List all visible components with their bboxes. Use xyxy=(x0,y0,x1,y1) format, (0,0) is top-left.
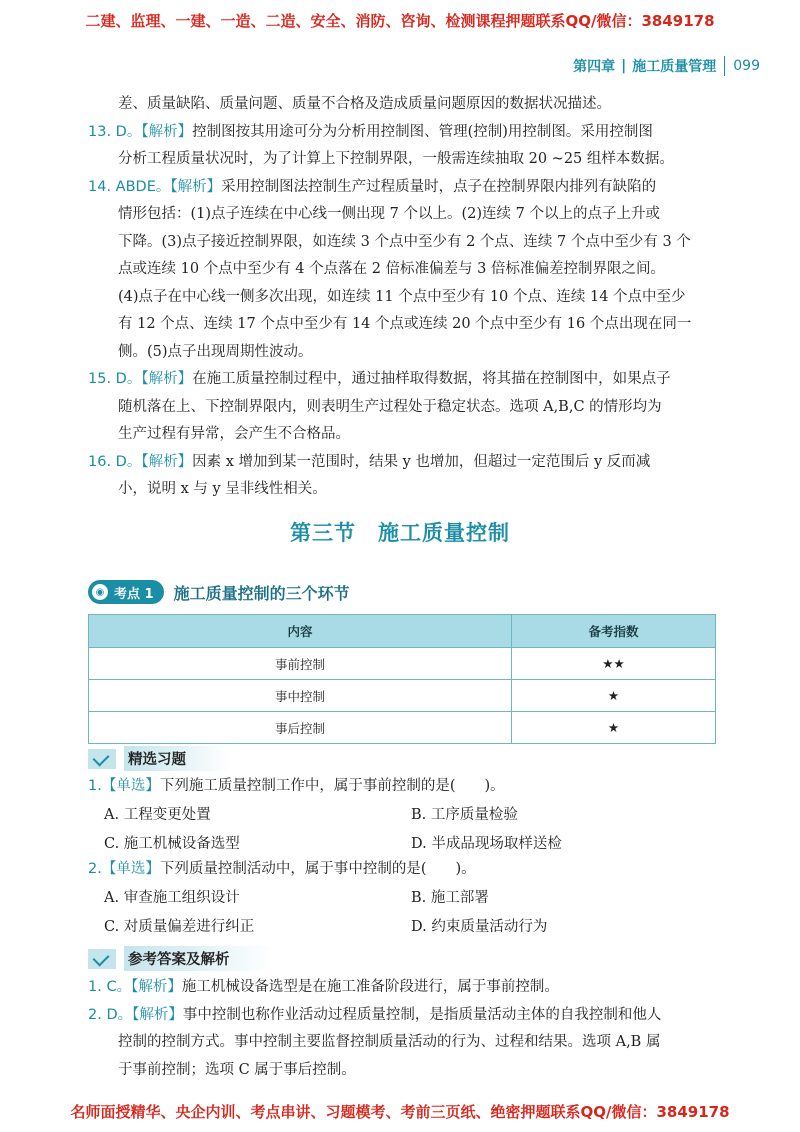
answer-number: 13. D。 xyxy=(88,123,142,140)
check-icon xyxy=(88,949,116,969)
running-head xyxy=(573,56,760,76)
analysis-tag: 【解析】 xyxy=(141,453,193,470)
answer-block-top xyxy=(88,91,730,504)
table-cell-rating: ★★ xyxy=(512,648,716,680)
answer-line: (4)点子在中心线一侧多次出现，如连续 11 个点中至少有 10 个点、连续 14 个点中至少 xyxy=(118,288,686,305)
table-row xyxy=(89,648,716,680)
option-c: C. 施工机械设备选型 xyxy=(104,836,240,852)
column-header-content: 内容 xyxy=(89,615,512,648)
chapter-title: 施工质量管理 xyxy=(632,59,717,75)
answers-header-label: 参考答案及解析 xyxy=(124,946,274,971)
answer-16 xyxy=(88,449,730,504)
answer-number: 16. D。 xyxy=(88,453,142,470)
table-cell-content: 事中控制 xyxy=(89,680,512,712)
exercises-header-label: 精选习题 xyxy=(124,746,230,771)
answer-number: 2. D。 xyxy=(88,1006,133,1023)
vertical-divider xyxy=(724,56,725,76)
promo-banner-bottom: 名师面授精华、央企内训、考点串讲、习题模考、考前三页纸、绝密押题联系QQ/微信：3849178 xyxy=(70,1103,730,1121)
answer-15 xyxy=(88,366,730,449)
promo-banner-top: 二建、监理、一建、一造、二造、安全、消防、咨询、检测课程押题联系QQ/微信：3849178 xyxy=(85,12,715,30)
table-header-row xyxy=(89,615,716,648)
question-2 xyxy=(88,856,730,883)
answer-line: 下降。(3)点子接近控制界限，如连续 3 个点中至少有 2 个点、连续 7 个点中至少有 3 个 xyxy=(118,233,691,250)
table-row xyxy=(89,712,716,744)
answer-13 xyxy=(88,119,730,174)
option-c: C. 对质量偏差进行纠正 xyxy=(104,919,255,935)
divider: | xyxy=(621,58,627,74)
exercises-header xyxy=(88,746,230,771)
table-cell-rating: ★ xyxy=(512,680,716,712)
target-icon: ◉ xyxy=(92,584,108,600)
question-stem: 下列施工质量控制工作中，属于事前控制的是( )。 xyxy=(159,778,505,794)
option-d: D. 约束质量活动行为 xyxy=(411,919,548,935)
answer-line: 于事前控制；选项 C 属于事后控制。 xyxy=(118,1061,356,1078)
answer-line: 控制的控制方式。事中控制主要监督控制质量活动的行为、过程和结果。选项 A,B 属 xyxy=(118,1034,661,1050)
answer-line: 有 12 个点、连续 17 个点中至少有 14 个点或连续 20 个点中至少有 16 个点出现在同一 xyxy=(118,316,692,332)
question-number: 1. xyxy=(88,778,102,794)
analysis-tag: 【解析】 xyxy=(141,371,193,387)
table-cell-rating: ★ xyxy=(512,712,716,744)
kaodian-table xyxy=(88,614,716,744)
answer-line: 随机落在上、下控制界限内，则表明生产过程处于稳定状态。选项 A,B,C 的情形均为 xyxy=(118,398,662,415)
table-cell-content: 事后控制 xyxy=(89,712,512,744)
answer-text: 采用控制图法控制生产过程质量时，点子在控制界限内排列有缺陷的 xyxy=(221,178,657,195)
answer-text: 在施工质量控制过程中，通过抽样取得数据，将其描在控制图中，如果点子 xyxy=(192,371,671,387)
answer-text: 因素 x 增加到某一范围时，结果 y 也增加，但超过一定范围后 y 反而减 xyxy=(192,453,651,470)
analysis-tag: 【解析】 xyxy=(170,178,222,195)
analysis-tag: 【解析】 xyxy=(131,979,182,995)
kaodian-badge-label: 考点 1 xyxy=(114,586,154,602)
analysis-tag: 【解析】 xyxy=(141,123,193,140)
section-title: 第三节 施工质量控制 xyxy=(290,521,510,545)
kaodian-header xyxy=(88,580,350,604)
option-a: A. 工程变更处置 xyxy=(104,807,211,823)
analysis-tag: 【解析】 xyxy=(132,1006,183,1023)
column-header-rating: 备考指数 xyxy=(512,615,716,648)
answer-line: 侧。(5)点子出现周期性波动。 xyxy=(118,343,313,360)
question-type-tag: 【单选】 xyxy=(101,778,160,794)
answer-line: 差、质量缺陷、质量问题、质量不合格及造成质量问题原因的数据状况描述。 xyxy=(118,96,611,112)
option-b: B. 施工部署 xyxy=(411,890,489,906)
option-a: A. 审查施工组织设计 xyxy=(104,890,240,906)
answer-number: 1. C。 xyxy=(88,979,132,995)
chapter-label: 第四章 xyxy=(573,59,616,75)
answer-text: 事中控制也称作业活动过程质量控制，是指质量活动主体的自我控制和他人 xyxy=(182,1006,662,1023)
kaodian-title: 施工质量控制的三个环节 xyxy=(173,583,350,603)
table-row xyxy=(89,680,716,712)
check-icon xyxy=(88,749,116,769)
option-b: B. 工序质量检验 xyxy=(411,807,518,823)
answer-14 xyxy=(88,174,730,367)
answer-line: 分析工程质量状况时，为了计算上下控制界限，一般需连续抽取 20 ~25 组样本数据。 xyxy=(118,151,674,167)
answer-line: 情形包括：(1)点子连续在中心线一侧出现 7 个以上。(2)连续 7 个以上的点子上升或 xyxy=(118,206,660,222)
answer-text: 控制图按其用途可分为分析用控制图、管理(控制)用控制图。采用控制图 xyxy=(192,123,653,140)
answer-block-bottom xyxy=(88,974,730,1084)
page-number: 099 xyxy=(733,58,760,74)
answer-2 xyxy=(88,1002,730,1085)
answer-text: 施工机械设备选型是在施工准备阶段进行，属于事前控制。 xyxy=(181,979,559,995)
answer-line: 点或连续 10 个点中至少有 4 个点落在 2 倍标准偏差与 3 倍标准偏差控制界限之间。 xyxy=(118,261,665,277)
question-number: 2. xyxy=(88,861,102,877)
option-d: D. 半成品现场取样送检 xyxy=(411,836,562,852)
answer-line: 生产过程有异常，会产生不合格品。 xyxy=(118,426,350,442)
question-type-tag: 【单选】 xyxy=(101,861,160,877)
answer-number: 15. D。 xyxy=(88,371,142,387)
table-cell-content: 事前控制 xyxy=(89,648,512,680)
answer-number: 14. ABDE。 xyxy=(88,178,171,195)
question-1 xyxy=(88,773,730,800)
answers-header xyxy=(88,946,274,971)
answer-1 xyxy=(88,974,730,1002)
question-stem: 下列质量控制活动中，属于事中控制的是( )。 xyxy=(159,861,476,877)
answer-line: 小，说明 x 与 y 呈非线性相关。 xyxy=(118,481,327,497)
kaodian-badge xyxy=(88,580,164,604)
